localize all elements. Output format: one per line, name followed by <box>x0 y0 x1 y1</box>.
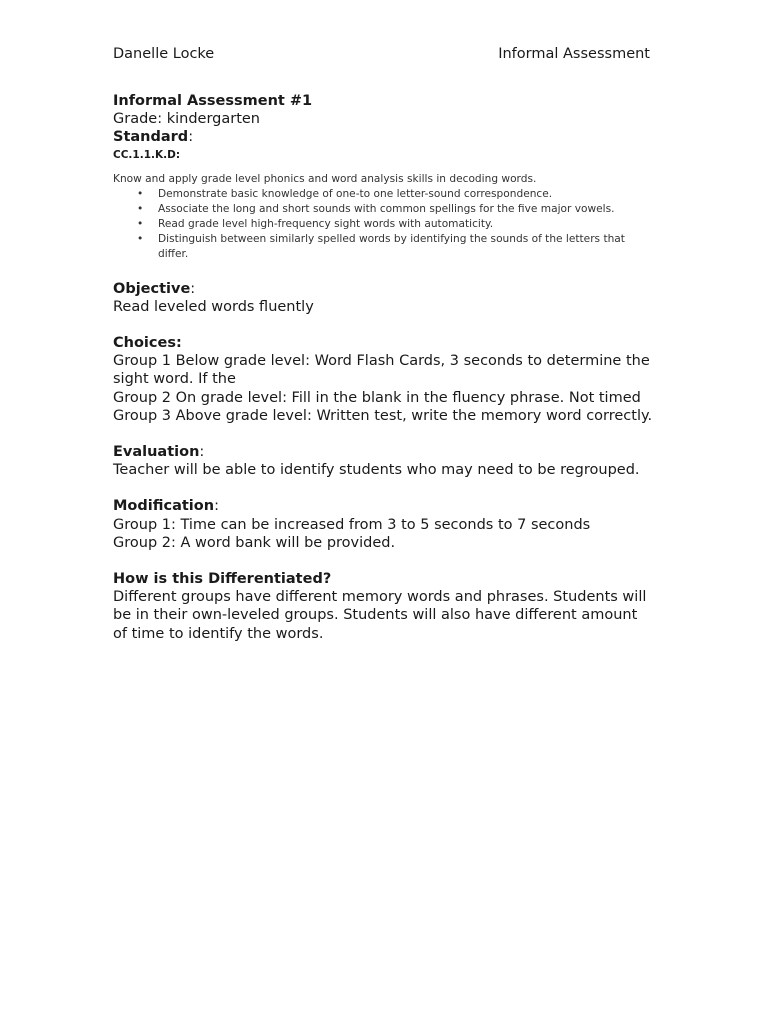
bullet-icon: • <box>137 187 144 200</box>
evaluation-text: Teacher will be able to identify students who may need to be regrouped. <box>113 462 640 479</box>
modification-group-2: Group 2: A word bank will be provided. <box>113 534 396 551</box>
standard-bullet-list <box>113 187 653 262</box>
list-item: • Demonstrate basic knowledge of one-to one letter-sound correspondence. <box>137 187 553 200</box>
modification-heading: Modification <box>113 498 215 515</box>
choice-group-1: Group 1 Below grade level: Word Flash Cards, 3 seconds to determine the sight word. If the <box>113 353 650 388</box>
author-name: Danelle Locke <box>113 46 215 62</box>
list-item: • Associate the long and short sounds with common spellings for the five major vowels. <box>137 202 615 215</box>
list-item: • Distinguish between similarly spelled words by identifying the sounds of the letters that differ. <box>137 232 625 260</box>
objective-text: Read leveled words fluently <box>113 298 314 315</box>
modification-group-1: Group 1: Time can be increased from 3 to 5 seconds to 7 seconds <box>113 516 591 533</box>
choices-heading: Choices: <box>113 335 182 352</box>
differentiated-heading: How is this Differentiated? <box>113 571 332 588</box>
grade-line: Grade: kindergarten <box>113 111 260 128</box>
objective-heading: Objective <box>113 280 191 297</box>
bullet-icon: • <box>137 232 144 245</box>
document-label: Informal Assessment <box>498 46 650 62</box>
document-title: Informal Assessment #1 <box>113 93 313 109</box>
document-body <box>113 92 653 643</box>
evaluation-heading-line: Evaluation: <box>113 444 205 461</box>
bullet-icon: • <box>137 217 144 230</box>
choice-group-2: Group 2 On grade level: Fill in the blank in the fluency phrase. Not timed <box>113 389 641 406</box>
objective-heading-line: Objective: <box>113 280 196 297</box>
list-item: • Read grade level high-frequency sight words with automaticity. <box>137 217 494 230</box>
evaluation-heading: Evaluation <box>113 444 200 461</box>
standard-heading-line: Standard: <box>113 129 194 146</box>
standard-intro: Know and apply grade level phonics and word analysis skills in decoding words. <box>113 172 537 185</box>
bullet-icon: • <box>137 202 144 215</box>
differentiated-text: Different groups have different memory words and phrases. Students will be in their own-leveled groups. Students will also have different amount of time to identify the words. <box>113 589 647 642</box>
standard-code: CC.1.1.K.D: <box>113 148 181 161</box>
page-header <box>113 46 650 66</box>
modification-heading-line: Modification: <box>113 498 219 515</box>
choice-group-3: Group 3 Above grade level: Written test, write the memory word correctly. <box>113 407 653 424</box>
standard-heading: Standard <box>113 129 189 146</box>
